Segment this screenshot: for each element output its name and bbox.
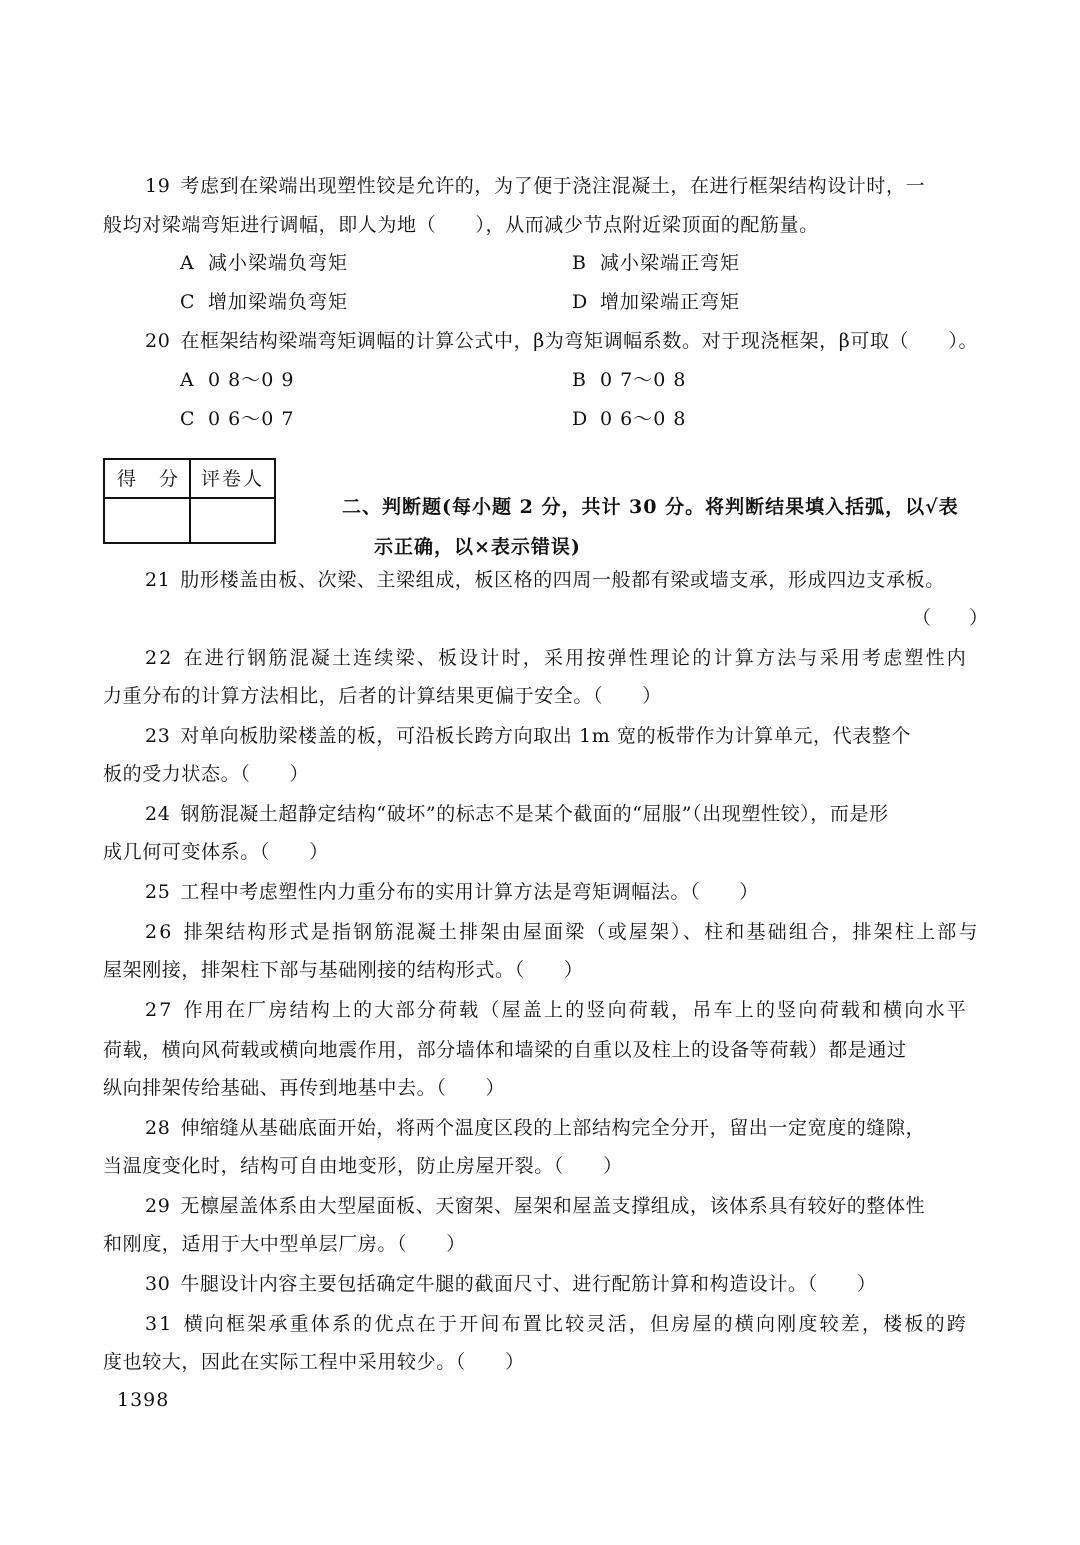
option-text: 增加梁端负弯矩 — [208, 291, 349, 313]
question-number: 26 — [145, 921, 174, 943]
option-20-a — [180, 365, 294, 395]
question-number: 30 — [145, 1273, 171, 1295]
option-20-d — [572, 404, 686, 434]
question-text: 工程中考虑塑性内力重分布的实用计算方法是弯矩调幅法。（ ） — [180, 881, 759, 903]
question-24-line-2 — [103, 837, 329, 867]
answer-blank[interactable]: （ ） — [912, 607, 989, 629]
option-letter: D — [572, 408, 589, 430]
option-letter: B — [572, 252, 587, 274]
question-text: 板的受力状态。（ ） — [103, 763, 310, 785]
option-text: 增加梁端正弯矩 — [600, 291, 741, 313]
question-22-line-2 — [103, 681, 662, 711]
option-letter: C — [180, 291, 196, 313]
question-text: 横向框架承重体系的优点在于开间布置比较灵活，但房屋的横向刚度较差，楼板的跨 — [183, 1313, 968, 1335]
option-letter: A — [180, 369, 195, 391]
question-text: 牛腿设计内容主要包括确定牛腿的截面尺寸、进行配筋计算和构造设计。（ ） — [180, 1273, 877, 1295]
question-text: 屋架刚接，排架柱下部与基础刚接的结构形式。（ ） — [103, 959, 584, 981]
question-number: 31 — [145, 1313, 174, 1335]
question-29-line-1 — [145, 1191, 925, 1221]
option-text: 减小梁端负弯矩 — [208, 252, 349, 274]
option-19-b — [572, 248, 740, 278]
option-19-a — [180, 248, 348, 278]
score-label: 得 分 — [117, 468, 181, 490]
table-divider — [189, 460, 191, 542]
question-31-line-2 — [103, 1347, 525, 1377]
option-19-d — [572, 287, 740, 317]
section-title-line: 示正确，以×表示错误) — [374, 536, 581, 558]
option-20-b — [572, 365, 686, 395]
grader-input-cell[interactable] — [193, 501, 274, 542]
option-letter: A — [180, 252, 195, 274]
question-number: 25 — [145, 881, 171, 903]
question-text: 和刚度，适用于大中型单层厂房。（ ） — [103, 1233, 466, 1255]
question-27-line-2 — [103, 1035, 907, 1065]
question-text: 纵向排架传给基础、再传到地基中去。（ ） — [103, 1077, 506, 1099]
question-19-line-2 — [103, 210, 819, 240]
page-number: 1398 — [117, 1389, 170, 1411]
question-text: 力重分布的计算方法相比，后者的计算结果更偏于安全。（ ） — [103, 685, 662, 707]
option-20-c — [180, 404, 294, 434]
score-input-cell[interactable] — [107, 501, 187, 542]
question-text: 在进行钢筋混凝土连续梁、板设计时，采用按弹性理论的计算方法与采用考虑塑性内 — [183, 647, 968, 669]
question-26-line-1 — [145, 917, 980, 947]
question-22-line-1 — [145, 643, 968, 673]
question-31-line-1 — [145, 1309, 968, 1339]
section-2-title — [342, 487, 982, 567]
option-text: 减小梁端正弯矩 — [600, 252, 741, 274]
question-21 — [145, 565, 945, 595]
option-letter: C — [180, 408, 196, 430]
question-text: 伸缩缝从基础底面开始，将两个温度区段的上部结构完全分开，留出一定宽度的缝隙， — [180, 1117, 926, 1139]
option-19-c — [180, 287, 348, 317]
question-30 — [145, 1269, 877, 1299]
question-27-line-3 — [103, 1073, 505, 1103]
question-text: 考虑到在梁端出现塑性铰是允许的，为了便于浇注混凝土，在进行框架结构设计时，一 — [180, 175, 926, 197]
question-number: 20 — [145, 330, 171, 352]
question-text: 钢筋混凝土超静定结构“破坏”的标志不是某个截面的“屈服”（出现塑性铰），而是形 — [180, 803, 889, 825]
question-text: 在框架结构梁端弯矩调幅的计算公式中，β为弯矩调幅系数。对于现浇框架，β可取（ ）。 — [180, 330, 979, 352]
option-text: 0 7～0 8 — [600, 369, 687, 391]
question-text: 无檩屋盖体系由大型屋面板、天窗架、屋架和屋盖支撑组成，该体系具有较好的整体性 — [180, 1195, 926, 1217]
option-text: 0 6～0 7 — [208, 408, 295, 430]
option-letter: B — [572, 369, 587, 391]
question-number: 29 — [145, 1195, 171, 1217]
question-24-line-1 — [145, 799, 889, 829]
question-text: 度也较大，因此在实际工程中采用较少。（ ） — [103, 1351, 525, 1373]
option-text: 0 8～0 9 — [208, 369, 295, 391]
question-text: 荷载，横向风荷载或横向地震作用，部分墙体和墙梁的自重以及柱上的设备等荷载）都是通过 — [103, 1039, 907, 1061]
question-text: 肋形楼盖由板、次梁、主梁组成，板区格的四周一般都有梁或墙支承，形成四边支承板。 — [180, 569, 945, 591]
question-25 — [145, 877, 759, 907]
question-28-line-2 — [103, 1151, 623, 1181]
score-table — [103, 458, 276, 544]
question-text: 般均对梁端弯矩进行调幅，即人为地（ ），从而减少节点附近梁顶面的配筋量。 — [103, 214, 819, 236]
option-letter: D — [572, 291, 589, 313]
question-number: 23 — [145, 725, 171, 747]
grader-label: 评卷人 — [201, 468, 265, 490]
option-text: 0 6～0 8 — [600, 408, 687, 430]
question-number: 27 — [145, 999, 174, 1021]
table-divider — [105, 497, 274, 499]
question-number: 22 — [145, 647, 174, 669]
question-27-line-1 — [145, 995, 968, 1025]
question-20-line-1 — [145, 326, 978, 356]
question-23-line-1 — [145, 721, 911, 751]
question-23-line-2 — [103, 759, 309, 789]
question-number: 19 — [145, 175, 171, 197]
section-title-line: 二、判断题(每小题 2 分，共计 30 分。将判断结果填入括弧，以√表 — [342, 496, 959, 518]
question-26-line-2 — [103, 955, 584, 985]
question-text: 对单向板肋梁楼盖的板，可沿板长跨方向取出 1m 宽的板带作为计算单元，代表整个 — [180, 725, 911, 747]
question-text: 作用在厂房结构上的大部分荷载（屋盖上的竖向荷载，吊车上的竖向荷载和横向水平 — [183, 999, 968, 1021]
question-number: 21 — [145, 569, 171, 591]
question-text: 排架结构形式是指钢筋混凝土排架由屋面梁（或屋架）、柱和基础组合，排架柱上部与 — [183, 921, 980, 943]
question-text: 成几何可变体系。（ ） — [103, 841, 329, 863]
question-29-line-2 — [103, 1229, 466, 1259]
question-28-line-1 — [145, 1113, 925, 1143]
question-19-line-1 — [145, 171, 925, 201]
question-number: 24 — [145, 803, 171, 825]
question-text: 当温度变化时，结构可自由地变形，防止房屋开裂。（ ） — [103, 1155, 623, 1177]
question-number: 28 — [145, 1117, 171, 1139]
